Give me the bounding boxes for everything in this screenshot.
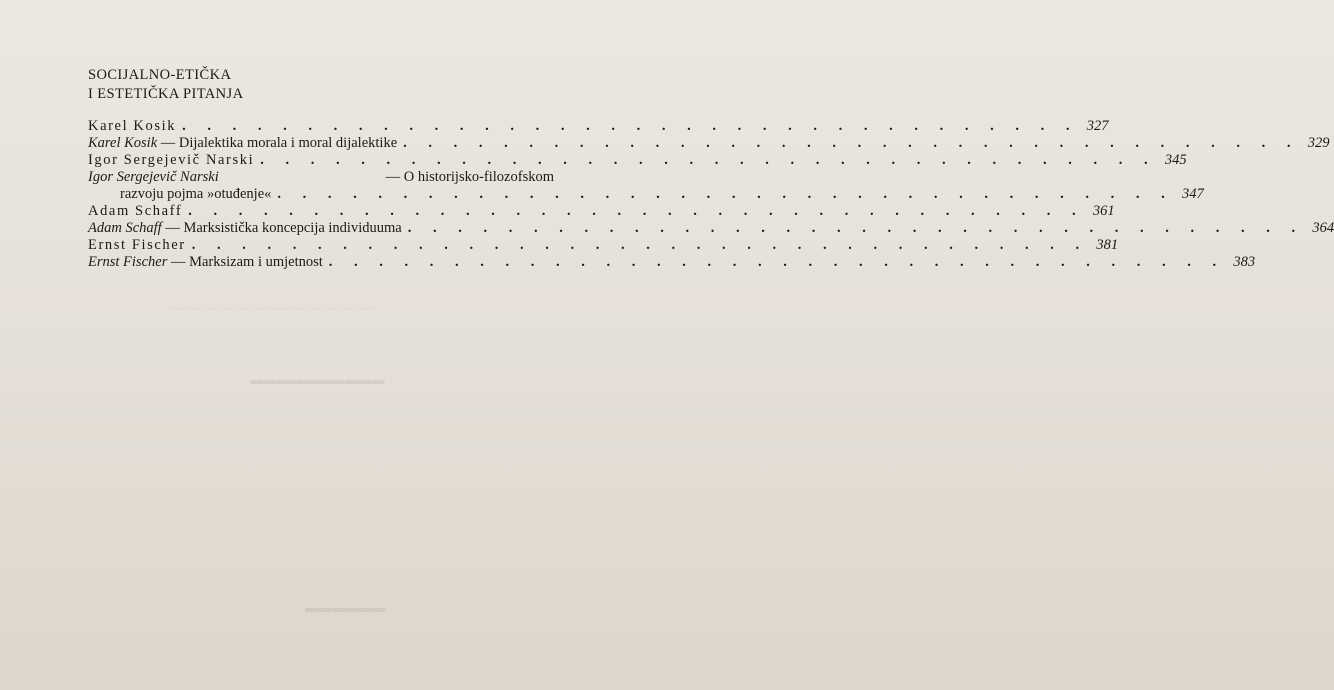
toc-entry	[88, 152, 1187, 169]
toc-page-number: 327	[1086, 118, 1109, 134]
toc-author: Ernst Fischer	[88, 237, 186, 253]
toc-page-number: 381	[1096, 237, 1119, 253]
bleed-through-text: ▬▬▬▬▬▬▬▬▬▬	[250, 372, 385, 387]
toc-page-number: 329	[1307, 135, 1330, 151]
toc-title: — Marksizam i umjetnost	[167, 254, 323, 270]
toc-leader: . . . . . . . . . . . . . . . . . . . . . . . . . . . . . . . . . . . .	[260, 152, 1157, 168]
toc-page-number: 364	[1312, 220, 1334, 236]
table-of-contents	[88, 118, 1334, 271]
toc-title: — O historijsko-filozofskom	[385, 169, 554, 185]
toc-entry-continuation	[88, 186, 1204, 203]
toc-entry	[88, 237, 1119, 254]
toc-title: razvoju pojma »otuđenje«	[120, 186, 272, 202]
toc-author: Karel Kosik	[88, 118, 177, 134]
toc-leader: . . . . . . . . . . . . . . . . . . . . . . . . . . . . . . . . . . . .	[277, 186, 1174, 202]
toc-page-number: 347	[1182, 186, 1204, 202]
toc-title: — Marksistička koncepcija individuuma	[161, 220, 402, 236]
section-heading	[88, 66, 243, 104]
toc-page-number: 361	[1092, 203, 1115, 219]
toc-leader: . . . . . . . . . . . . . . . . . . . . . . . . . . . . . . . . . . . .	[188, 203, 1085, 219]
toc-author: Adam Schaff	[88, 220, 162, 236]
toc-page-number: 345	[1164, 152, 1187, 168]
toc-page-number: 383	[1233, 254, 1256, 270]
bleed-through-text: ▬▬▬▬▬▬	[305, 600, 386, 615]
section-heading-line-1: SOCIJALNO-ETIČKA	[88, 67, 232, 83]
toc-author: Karel Kosik	[88, 135, 158, 151]
toc-leader: . . . . . . . . . . . . . . . . . . . . . . . . . . . . . . . . . . . .	[182, 118, 1079, 134]
bleed-through-text: — — — — — — — — — — — —	[170, 300, 374, 315]
toc-entry	[88, 169, 554, 186]
toc-title: — Dijalektika morala i moral dijalektike	[157, 135, 398, 151]
toc-leader: . . . . . . . . . . . . . . . . . . . . . . . . . . . . . . . . . . . .	[407, 220, 1305, 236]
toc-entry	[88, 118, 1109, 135]
section-heading-line-2: I ESTETIČKA PITANJA	[88, 86, 244, 102]
toc-author: Igor Sergejevič Narski	[88, 169, 219, 185]
toc-entry	[88, 135, 1330, 152]
toc-author: Adam Schaff	[88, 203, 183, 219]
toc-leader: . . . . . . . . . . . . . . . . . . . . . . . . . . . . . . . . . . . .	[403, 135, 1300, 151]
toc-author: Igor Sergejevič Narski	[88, 152, 255, 168]
toc-leader: . . . . . . . . . . . . . . . . . . . . . . . . . . . . . . . . . . . .	[191, 237, 1089, 253]
toc-entry	[88, 220, 1334, 237]
toc-leader: . . . . . . . . . . . . . . . . . . . . . . . . . . . . . . . . . . . .	[328, 254, 1226, 270]
toc-entry	[88, 203, 1115, 220]
toc-entry	[88, 254, 1256, 271]
toc-author: Ernst Fischer	[88, 254, 168, 270]
